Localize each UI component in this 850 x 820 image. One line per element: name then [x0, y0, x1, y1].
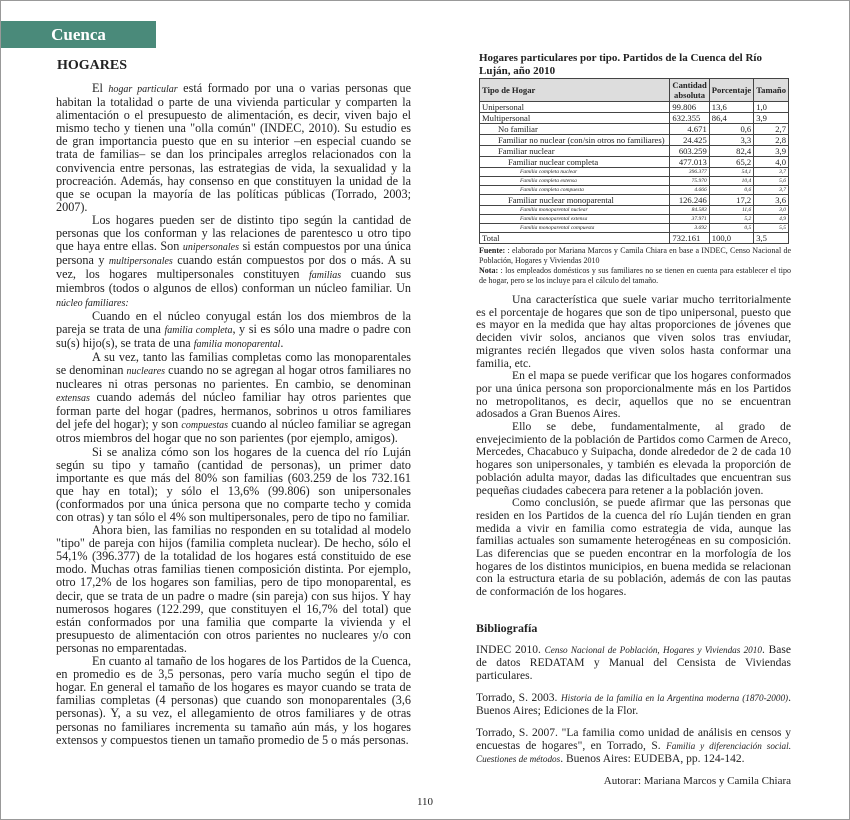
table-row: [480, 215, 789, 224]
text-run: Cuando en el núcleo conyugal están los dos miembros de la pareja se trata de una: [56, 308, 411, 336]
text-run: cuando además del núcleo familiar hay otros parientes que forman parte del hogar (padres, hermanos, sobrinos u otros familiares del jefe del hogar); y son: [56, 390, 411, 432]
cell-value: 3,9: [754, 146, 789, 157]
table-header-row: [480, 79, 789, 102]
table-row: [480, 113, 789, 124]
author-credit: Autorar: Mariana Marcos y Camila Chiara: [603, 774, 791, 787]
text-run: Torrado, S. 2003.: [476, 691, 561, 704]
paragraph: [56, 82, 411, 214]
bibliography-entry: [476, 727, 791, 766]
bibliography-entry: [476, 692, 791, 718]
cell-value: 75.970: [670, 177, 709, 186]
paragraph: [56, 214, 411, 310]
text-run: El: [92, 81, 109, 95]
cell-value: 54,1: [709, 168, 753, 177]
right-column-text: [476, 294, 791, 599]
italic-term: núcleo familiares:: [56, 297, 129, 309]
table-row: [480, 102, 789, 113]
cell-value: 24.425: [670, 135, 709, 146]
cell-value: 603.259: [670, 146, 709, 157]
row-label: Familia monoparental nuclear: [480, 206, 670, 215]
row-label: Familia monoparental extensa: [480, 215, 670, 224]
paragraph: [56, 446, 411, 525]
cell-value: 4,0: [754, 157, 789, 168]
row-label: Familia completa compuesta: [480, 186, 670, 195]
table-notes: [479, 246, 791, 286]
italic-term: hogar particular: [108, 84, 178, 95]
text-run: cuando están compuestos por dos o más. A su vez, los hogares multipersonales constituyen: [56, 253, 411, 282]
cell-value: 10,4: [709, 177, 753, 186]
paragraph: [476, 370, 791, 421]
source-label: Fuente:: [479, 246, 506, 255]
row-label: Familia monoparental compuesta: [480, 224, 670, 233]
italic-term: Historia de la familia en la Argentina moderna (1870-2000): [561, 692, 789, 703]
bibliography-list: [476, 644, 791, 766]
cell-value: 100,0: [709, 233, 753, 244]
table-title: Hogares particulares por tipo. Partidos de la Cuenca del Río Luján, año 2010: [479, 52, 762, 77]
text-run: INDEC 2010.: [476, 643, 545, 656]
cell-value: 732.161: [670, 233, 709, 244]
cell-value: 3,7: [754, 168, 789, 177]
text-run: Si se analiza cómo son los hogares de la cuenca del río Luján según su tipo y tamaño (cantidad de personas), un primer dato importante es que más del 80% son familias (603.259 de los 732.161 que hay en total); y sólo el 13,6% (99.806) son unipersonales (conformados por una única persona que no comparte techo y comida con otras) y tan sólo el 4% son multipersonales, pero de tipo no familiar.: [56, 444, 411, 524]
cell-value: 3,6: [754, 195, 789, 206]
column-header: Porcentaje: [709, 79, 753, 102]
text-run: cuando no se agregan al hogar otros familiares no nucleares ni otras personas no parientes. En cambio, se denominan: [56, 362, 411, 392]
table-row: [480, 146, 789, 157]
text-run: Los hogares pueden ser de distinto tipo según la cantidad de personas que los conforman y las relaciones de parentesco u otro tipo que haya entre ellas. Son: [56, 212, 411, 254]
column-header: Tipo de Hogar: [480, 79, 670, 102]
cell-value: 4.666: [670, 186, 709, 195]
cell-value: 5,2: [709, 215, 753, 224]
page-number: 110: [416, 795, 434, 808]
cell-value: 477.013: [670, 157, 709, 168]
text-run: En cuanto al tamaño de los hogares de los Partidos de la Cuenca, en promedio es de 3,5 personas, pero varía mucho según el tipo de hogar. En general el tamaño de los hogares es mayor cuando se trata de familias completas (4 personas) que cuando son monoparentales (3,6 personas). Y, a su vez, el allegamiento de otros familiares y de otras personas no familiares incrementa su tamaño aún más, y los hogares extensos y compuestos tienen un tamaño promedio de 5 o más personas.: [56, 654, 411, 747]
row-label: Familiar nuclear completa: [480, 157, 670, 168]
paragraph: [476, 421, 791, 497]
cell-value: 17,2: [709, 195, 753, 206]
cell-value: 632.355: [670, 113, 709, 124]
cell-value: 13,6: [709, 102, 753, 113]
paragraph: [56, 524, 411, 655]
italic-term: extensas: [56, 393, 90, 405]
table-row: [480, 168, 789, 177]
italic-term: unipersonales: [182, 242, 239, 254]
table-note: [479, 266, 791, 286]
cell-value: 0,5: [709, 224, 753, 233]
italic-term: familia monoparental: [193, 338, 281, 350]
left-column: [56, 52, 411, 747]
row-label: Familia completa nuclear: [480, 168, 670, 177]
text-run: , y si es sólo una madre o padre con su(s) hijo(s), se trata de una: [56, 321, 411, 350]
cell-value: 37.971: [670, 215, 709, 224]
text-run: está formado por una o varias personas que habitan la totalidad o parte de una vivienda particular y comparten la alimentación o el presupuesto de alimentación, es decir, viven bajo el mismo techo y tienen una "olla común" (INDEC, 2010). Su estudio es de gran importancia puesto que en su interior –en especial cuando se trata de familias– se dan los principales arreglos relacionados con la convivencia entre personas, las estrategias de vida, la sexualidad y la procreación. Además, hay consenso en que constituyen la unidad de la que se ocupan la mayoría de las políticas públicas (Torrado, 2003; 2007).: [56, 81, 411, 214]
cell-value: 3,5: [754, 233, 789, 244]
italic-term: familias: [308, 270, 342, 282]
row-label: Familia completa extensa: [480, 177, 670, 186]
two-column-layout: [1, 52, 849, 788]
cell-value: 65,2: [709, 157, 753, 168]
row-label: Familiar no nuclear (con/sin otros no familiares): [480, 135, 670, 146]
table-row: [480, 224, 789, 233]
bibliography-entry: [476, 644, 791, 683]
paragraph: [56, 655, 411, 747]
table-row: [480, 195, 789, 206]
cell-value: 126.246: [670, 195, 709, 206]
paragraph: [56, 351, 411, 446]
row-label: Total: [480, 233, 670, 244]
column-header: Tamaño: [754, 79, 789, 102]
cell-value: 0,6: [709, 124, 753, 135]
note-label: Nota:: [479, 266, 499, 275]
cell-value: 2,7: [754, 124, 789, 135]
column-header: Cantidad absoluta: [670, 79, 709, 102]
left-column-text: [56, 82, 411, 747]
table-row: [480, 177, 789, 186]
text-run: Ello se debe, fundamentalmente, al grado de envejecimiento de la población de Partidos como Carmen de Areco, Mercedes, Chacabuco y Suipacha, donde alrededor de 2 de cada 10 hogares son unipersonales, y también es elevada la proporción de población adulta mayor, dadas las dificultades que encuentran sus pequeñas ciudades cabecera para retener a la población joven.: [476, 420, 791, 497]
row-label: No familiar: [480, 124, 670, 135]
bibliography-heading: Bibliografía: [476, 620, 538, 635]
cell-value: 2,8: [754, 135, 789, 146]
source-text: : elaborado por Mariana Marcos y Camila Chiara en base a INDEC, Censo Nacional de Población, Hogares y Viviendas 2010: [479, 246, 791, 265]
row-label: Familiar nuclear: [480, 146, 670, 157]
italic-term: compuestas: [181, 420, 229, 432]
italic-term: Familia y diferenciación social. Cuestiones de métodos: [476, 740, 791, 764]
cell-value: 3,9: [754, 113, 789, 124]
table-row: [480, 157, 789, 168]
table-row: [480, 135, 789, 146]
text-run: si están compuestos por una única persona y: [56, 239, 412, 268]
row-label: Multipersonal: [480, 113, 670, 124]
cell-value: 84.583: [670, 206, 709, 215]
cell-value: 5,6: [754, 177, 789, 186]
note-text: : los empleados domésticos y sus familiares no se tienen en cuenta para establecer el tipo de hogar, pero se los incluye para el cálculo del tamaño.: [479, 266, 791, 285]
text-run: .: [280, 335, 284, 350]
text-run: A su vez, tanto las familias completas como las monoparentales se denominan: [56, 349, 411, 377]
cell-value: 4,9: [754, 215, 789, 224]
cell-value: 396.377: [670, 168, 709, 177]
households-table: [479, 78, 789, 244]
text-run: . Buenos Aires; Ediciones de la Flor.: [476, 691, 791, 717]
text-run: Ahora bien, las familias no responden en su totalidad al modelo "tipo" de pareja con hijos (familia completa nuclear). De hecho, sólo el 54,1% (396.377) de la totalidad de los hogares está constituido de ese modo. Muchas otras familias tienen composición distinta. Por ejemplo, otro 17,2% de los hogares son familias, pero de tipo monoparental, es decir, que se trata de un padre o madre (sin pareja) con sus hijos. Y hay numerosos hogares (122.299, que constituyen el 16,7% del total) que están conformados por una familia que comparte la vivienda y el presupuesto de alimentación con otros parientes no nucleares y/o con personas no emparentadas.: [56, 523, 411, 655]
text-run: . Buenos Aires: EUDEBA, pp. 124-142.: [560, 752, 745, 765]
text-run: cuando sus miembros (todos o algunos de ellos) conforman un núcleo familiar. Un: [56, 267, 411, 296]
cell-value: 11,6: [709, 206, 753, 215]
cell-value: 3,7: [754, 186, 789, 195]
table-row: [480, 206, 789, 215]
cell-value: 3,3: [709, 135, 753, 146]
table-row: [480, 233, 789, 244]
paragraph: [476, 294, 791, 370]
paragraph: [476, 497, 791, 599]
cell-value: 82,4: [709, 146, 753, 157]
italic-term: Censo Nacional de Población, Hogares y Viviendas 2010: [544, 644, 762, 655]
cell-value: 99.806: [670, 102, 709, 113]
italic-term: nucleares: [126, 365, 166, 377]
cell-value: 86,4: [709, 113, 753, 124]
text-run: Una característica que suele variar mucho territorialmente es el porcentaje de hogares que son de tipo unipersonal, puesto que es mayor en la medida que hay altas proporciones de jóvenes que deciden vivir solos, ancianos que viven solos tras enviudar, migrantes recién llegados que viven solos hasta conformar una familia, etc.: [476, 293, 791, 370]
text-run: Torrado, S. 2007. "La familia como unidad de análisis en censos y encuestas de hogares", en Torrado, S.: [476, 726, 791, 752]
right-column: [476, 52, 791, 788]
italic-term: familia completa: [164, 324, 233, 336]
table-row: [480, 124, 789, 135]
italic-term: multipersonales: [108, 256, 173, 268]
cell-value: 0,6: [709, 186, 753, 195]
text-run: En el mapa se puede verificar que los hogares conformados por una única persona son proporcionalmente más en los Partidos no metropolitanos, es decir, aquellos que no se encuentran adosados a Gran Buenos Aires.: [476, 369, 791, 421]
cell-value: 5,5: [754, 224, 789, 233]
cell-value: 3.692: [670, 224, 709, 233]
cell-value: 3,0: [754, 206, 789, 215]
text-run: cuando al núcleo familiar se agregan otros miembros del hogar que no son parientes (por ejemplo, amigos).: [56, 417, 411, 446]
text-run: . Base de datos REDATAM y Manual del Censista de Viviendas particulares.: [476, 643, 791, 682]
table-row: [480, 186, 789, 195]
row-label: Unipersonal: [480, 102, 670, 113]
row-label: Familiar nuclear monoparental: [480, 195, 670, 206]
cell-value: 4.671: [670, 124, 709, 135]
table-source: [479, 246, 791, 266]
section-banner: Cuenca: [1, 21, 156, 48]
text-run: Como conclusión, se puede afirmar que las personas que residen en los Partidos de la cuenca del río Luján tienden en gran medida a vivir en familia como estrategia de vida, aunque las familias actuales son sumamente heterogéneas en su composición. Las diferencias que se pueden encontrar en la morfología de los hogares de los distintos municipios, en buena medida se relacionan con la estructura etaria de su población, además de con las pautas de conformación de los hogares.: [476, 496, 791, 599]
paragraph: [56, 310, 411, 351]
section-heading: HOGARES: [57, 58, 128, 73]
cell-value: 1,0: [754, 102, 789, 113]
